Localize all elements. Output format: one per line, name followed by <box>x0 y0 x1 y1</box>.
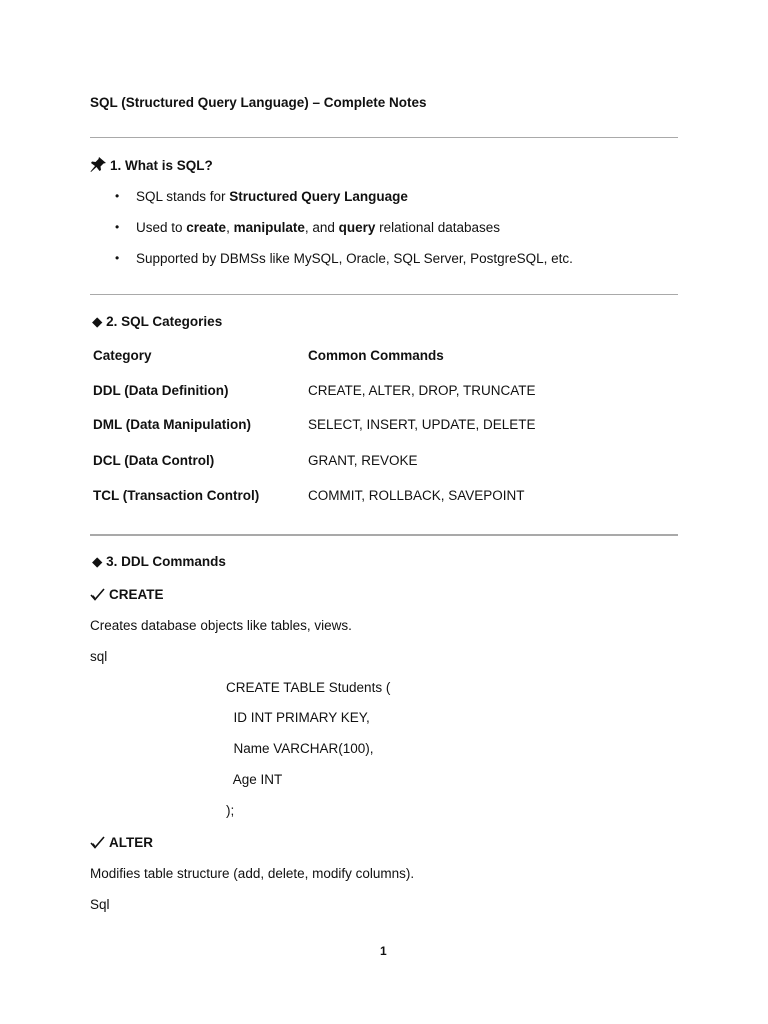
description: Modifies table structure (add, delete, modify columns). <box>90 866 415 881</box>
table-cell-commands: SELECT, INSERT, UPDATE, DELETE <box>308 417 536 432</box>
table-cell-commands: COMMIT, ROLLBACK, SAVEPOINT <box>308 488 525 503</box>
bullet: • <box>115 251 120 265</box>
checkmark-icon <box>90 588 105 601</box>
list-item: Supported by DBMSs like MySQL, Oracle, SQL Server, PostgreSQL, etc. <box>136 251 573 266</box>
divider <box>90 137 678 138</box>
code-language-label: sql <box>90 649 108 664</box>
table-cell-category: TCL (Transaction Control) <box>93 488 260 503</box>
bullet: • <box>115 220 120 234</box>
subheading-alter: ALTER <box>90 834 153 852</box>
table-cell-commands: CREATE, ALTER, DROP, TRUNCATE <box>308 383 536 398</box>
checkmark-icon <box>90 836 105 849</box>
divider <box>90 294 678 295</box>
section-heading-what-is-sql: 1. What is SQL? <box>90 157 213 175</box>
bullet: • <box>115 189 120 203</box>
code-line: Name VARCHAR(100), <box>226 741 374 756</box>
pushpin-icon <box>90 157 106 172</box>
table-cell-category: DCL (Data Control) <box>93 453 215 468</box>
table-cell-commands: GRANT, REVOKE <box>308 453 418 468</box>
table-cell-category: DDL (Data Definition) <box>93 383 229 398</box>
code-line: ); <box>226 803 235 818</box>
code-line: CREATE TABLE Students ( <box>226 680 391 695</box>
diamond-icon: ◆ <box>92 554 103 569</box>
section-heading-ddl-commands: ◆ 3. DDL Commands <box>92 554 226 569</box>
code-language-label: Sql <box>90 897 110 912</box>
list-item: Used to create, manipulate, and query relational databases <box>136 220 500 235</box>
subheading-create: CREATE <box>90 586 164 604</box>
table-cell-category: DML (Data Manipulation) <box>93 417 251 432</box>
section-heading-sql-categories: ◆ 2. SQL Categories <box>92 314 223 329</box>
diamond-icon: ◆ <box>92 314 103 329</box>
description: Creates database objects like tables, views. <box>90 618 352 633</box>
divider <box>90 534 678 536</box>
table-header-commands: Common Commands <box>308 348 444 363</box>
page-number: 1 <box>380 944 387 958</box>
code-line: Age INT <box>226 772 283 787</box>
list-item: SQL stands for Structured Query Language <box>136 189 408 204</box>
page-title: SQL (Structured Query Language) – Complete Notes <box>90 95 427 110</box>
table-header-category: Category <box>93 348 152 363</box>
code-line: ID INT PRIMARY KEY, <box>226 710 370 725</box>
